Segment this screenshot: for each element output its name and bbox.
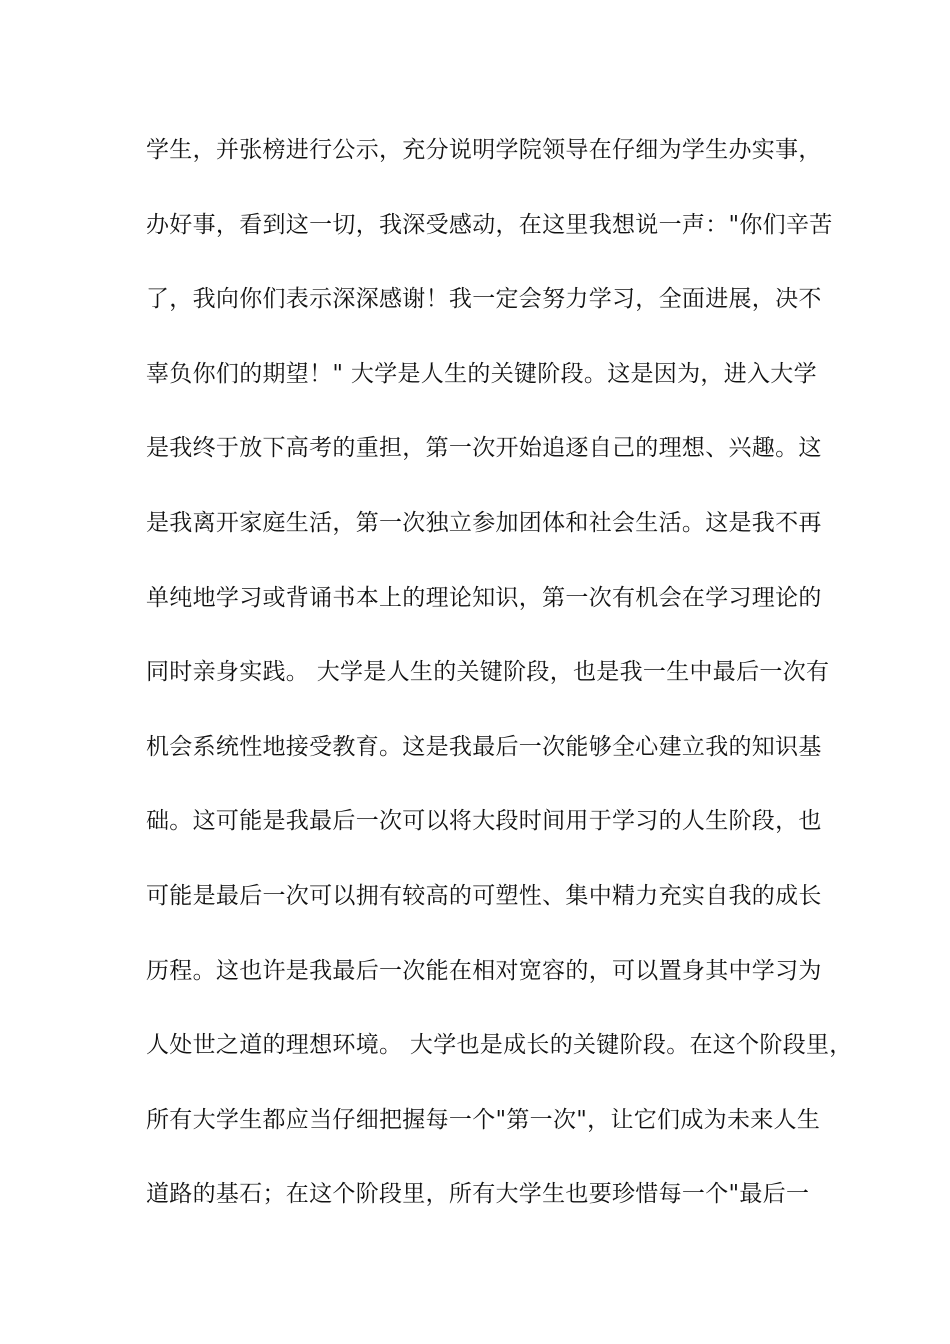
text-line-7: 单纯地学习或背诵书本上的理论知识，第一次有机会在学习理论的: [146, 584, 822, 611]
text-line-4: 辜负你们的期望！" 大学是人生的关键阶段。这是因为，进入大学: [146, 360, 817, 387]
text-line-11: 可能是最后一次可以拥有较高的可塑性、集中精力充实自我的成长: [146, 882, 822, 909]
document-body: [146, 128, 853, 1247]
text-line-6: 是我离开家庭生活，第一次独立参加团体和社会生活。这是我不再: [146, 509, 822, 536]
text-line-14: 所有大学生都应当仔细把握每一个"第一次"，让它们成为未来人生: [146, 1106, 821, 1133]
text-line-10: 础。这可能是我最后一次可以将大段时间用于学习的人生阶段，也: [146, 808, 822, 835]
text-line-8: 同时亲身实践。 大学是人生的关键阶段，也是我一生中最后一次有: [146, 659, 830, 686]
text-line-5: 是我终于放下高考的重担，第一次开始追逐自己的理想、兴趣。这: [146, 435, 822, 462]
text-line-13: 人处世之道的理想环境。 大学也是成长的关键阶段。在这个阶段里，: [146, 1032, 853, 1059]
text-line-15: 道路的基石；在这个阶段里，所有大学生也要珍惜每一个"最后一: [146, 1181, 810, 1208]
text-line-1: 学生，并张榜进行公示，充分说明学院领导在仔细为学生办实事，: [146, 137, 822, 163]
text-line-3: 了，我向你们表示深深感谢！我一定会努力学习，全面进展，决不: [146, 286, 822, 313]
text-line-2: 办好事，看到这一切，我深受感动，在这里我想说一声："你们辛苦: [146, 211, 833, 238]
text-line-12: 历程。这也许是我最后一次能在相对宽容的，可以置身其中学习为: [146, 957, 822, 984]
text-line-9: 机会系统性地接受教育。这是我最后一次能够全心建立我的知识基: [146, 733, 822, 760]
